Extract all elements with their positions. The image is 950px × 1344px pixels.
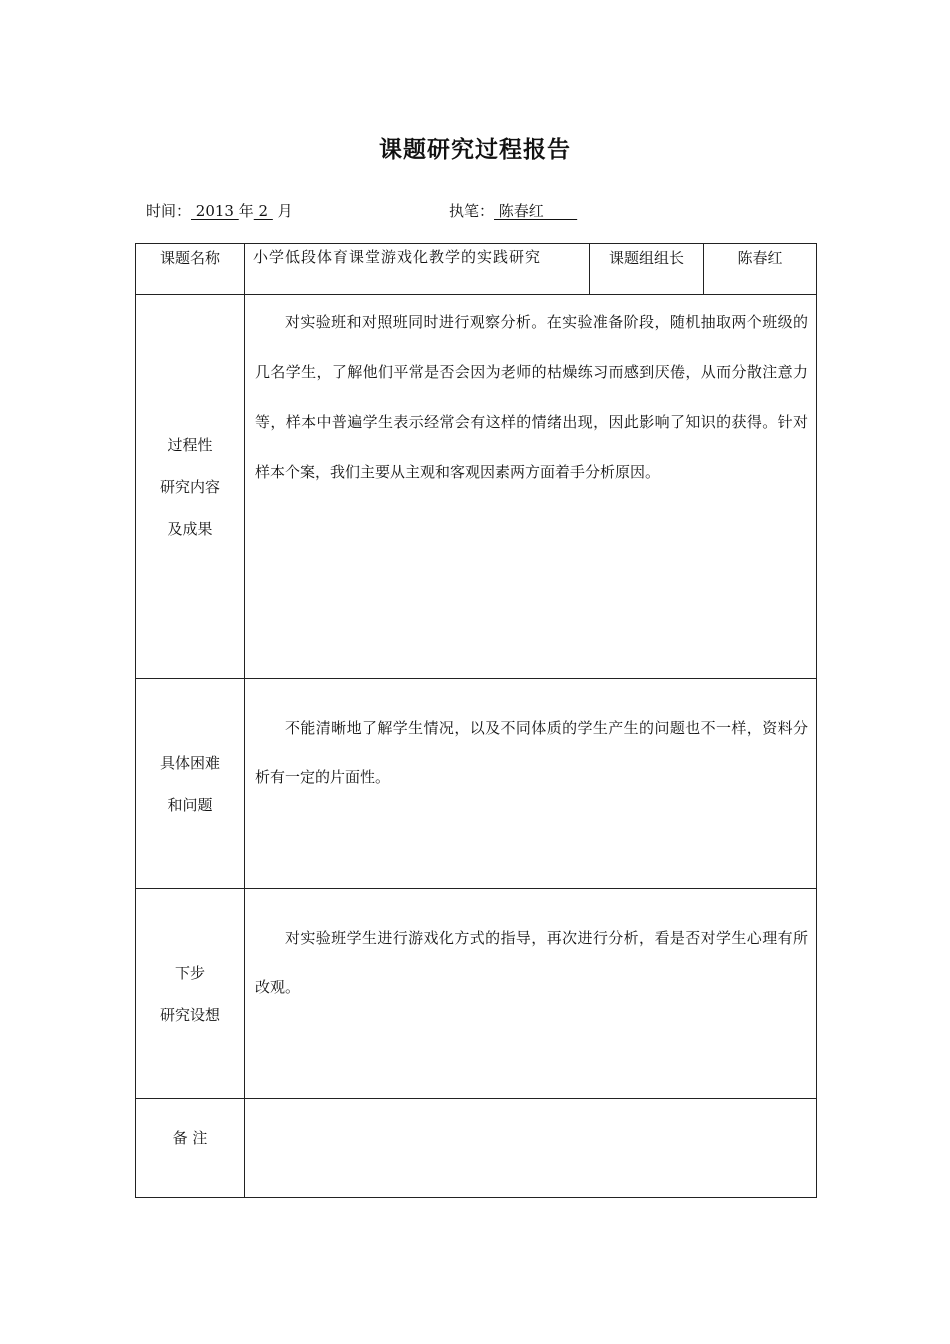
report-writer bbox=[449, 201, 577, 221]
next-label bbox=[136, 889, 245, 1099]
problems-content: 不能清晰地了解学生情况，以及不同体质的学生产生的问题也不一样，资料分析有一定的片面性。 bbox=[245, 679, 817, 889]
process-label-line-2: 研究内容 bbox=[159, 477, 220, 496]
process-label-line-1: 过程性 bbox=[167, 435, 213, 454]
topic-row bbox=[136, 244, 817, 295]
year-unit: 年 bbox=[238, 202, 254, 220]
report-table bbox=[135, 243, 817, 1198]
topic-name-label: 课题名称 bbox=[136, 244, 245, 295]
problems-label-line-2: 和问题 bbox=[167, 795, 213, 814]
time-month: 2 bbox=[253, 202, 273, 220]
next-label-line-2: 研究设想 bbox=[159, 1005, 220, 1024]
next-row bbox=[136, 889, 817, 1099]
topic-name-value: 小学低段体育课堂游戏化教学的实践研究 bbox=[245, 244, 590, 295]
remarks-content bbox=[245, 1099, 817, 1198]
time-year: 2013 bbox=[191, 202, 239, 220]
remarks-row bbox=[136, 1099, 817, 1198]
problems-label bbox=[136, 679, 245, 889]
time-label: 时间： bbox=[146, 202, 192, 220]
writer-name: 陈春红 bbox=[494, 202, 578, 220]
leader-value: 陈春红 bbox=[704, 244, 817, 295]
process-content: 对实验班和对照班同时进行观察分析。在实验准备阶段，随机抽取两个班级的几名学生，了解他们平常是否会因为老师的枯燥练习而感到厌倦，从而分散注意力等，样本中普遍学生表示经常会有这样的情绪出现，因此影响了知识的获得。针对样本个案，我们主要从主观和客观因素两方面着手分析原因。 bbox=[245, 295, 817, 679]
next-content: 对实验班学生进行游戏化方式的指导，再次进行分析，看是否对学生心理有所改观。 bbox=[245, 889, 817, 1099]
process-label bbox=[136, 295, 245, 679]
page-title: 课题研究过程报告 bbox=[379, 136, 571, 163]
process-label-line-3: 及成果 bbox=[167, 519, 213, 538]
problems-label-line-1: 具体困难 bbox=[159, 753, 220, 772]
leader-label: 课题组组长 bbox=[590, 244, 704, 295]
problems-row bbox=[136, 679, 817, 889]
remarks-label: 备 注 bbox=[136, 1099, 245, 1198]
report-time bbox=[146, 201, 293, 221]
next-label-line-1: 下步 bbox=[174, 963, 205, 982]
process-row bbox=[136, 295, 817, 679]
month-unit: 月 bbox=[272, 202, 293, 220]
writer-label: 执笔： bbox=[449, 202, 495, 220]
